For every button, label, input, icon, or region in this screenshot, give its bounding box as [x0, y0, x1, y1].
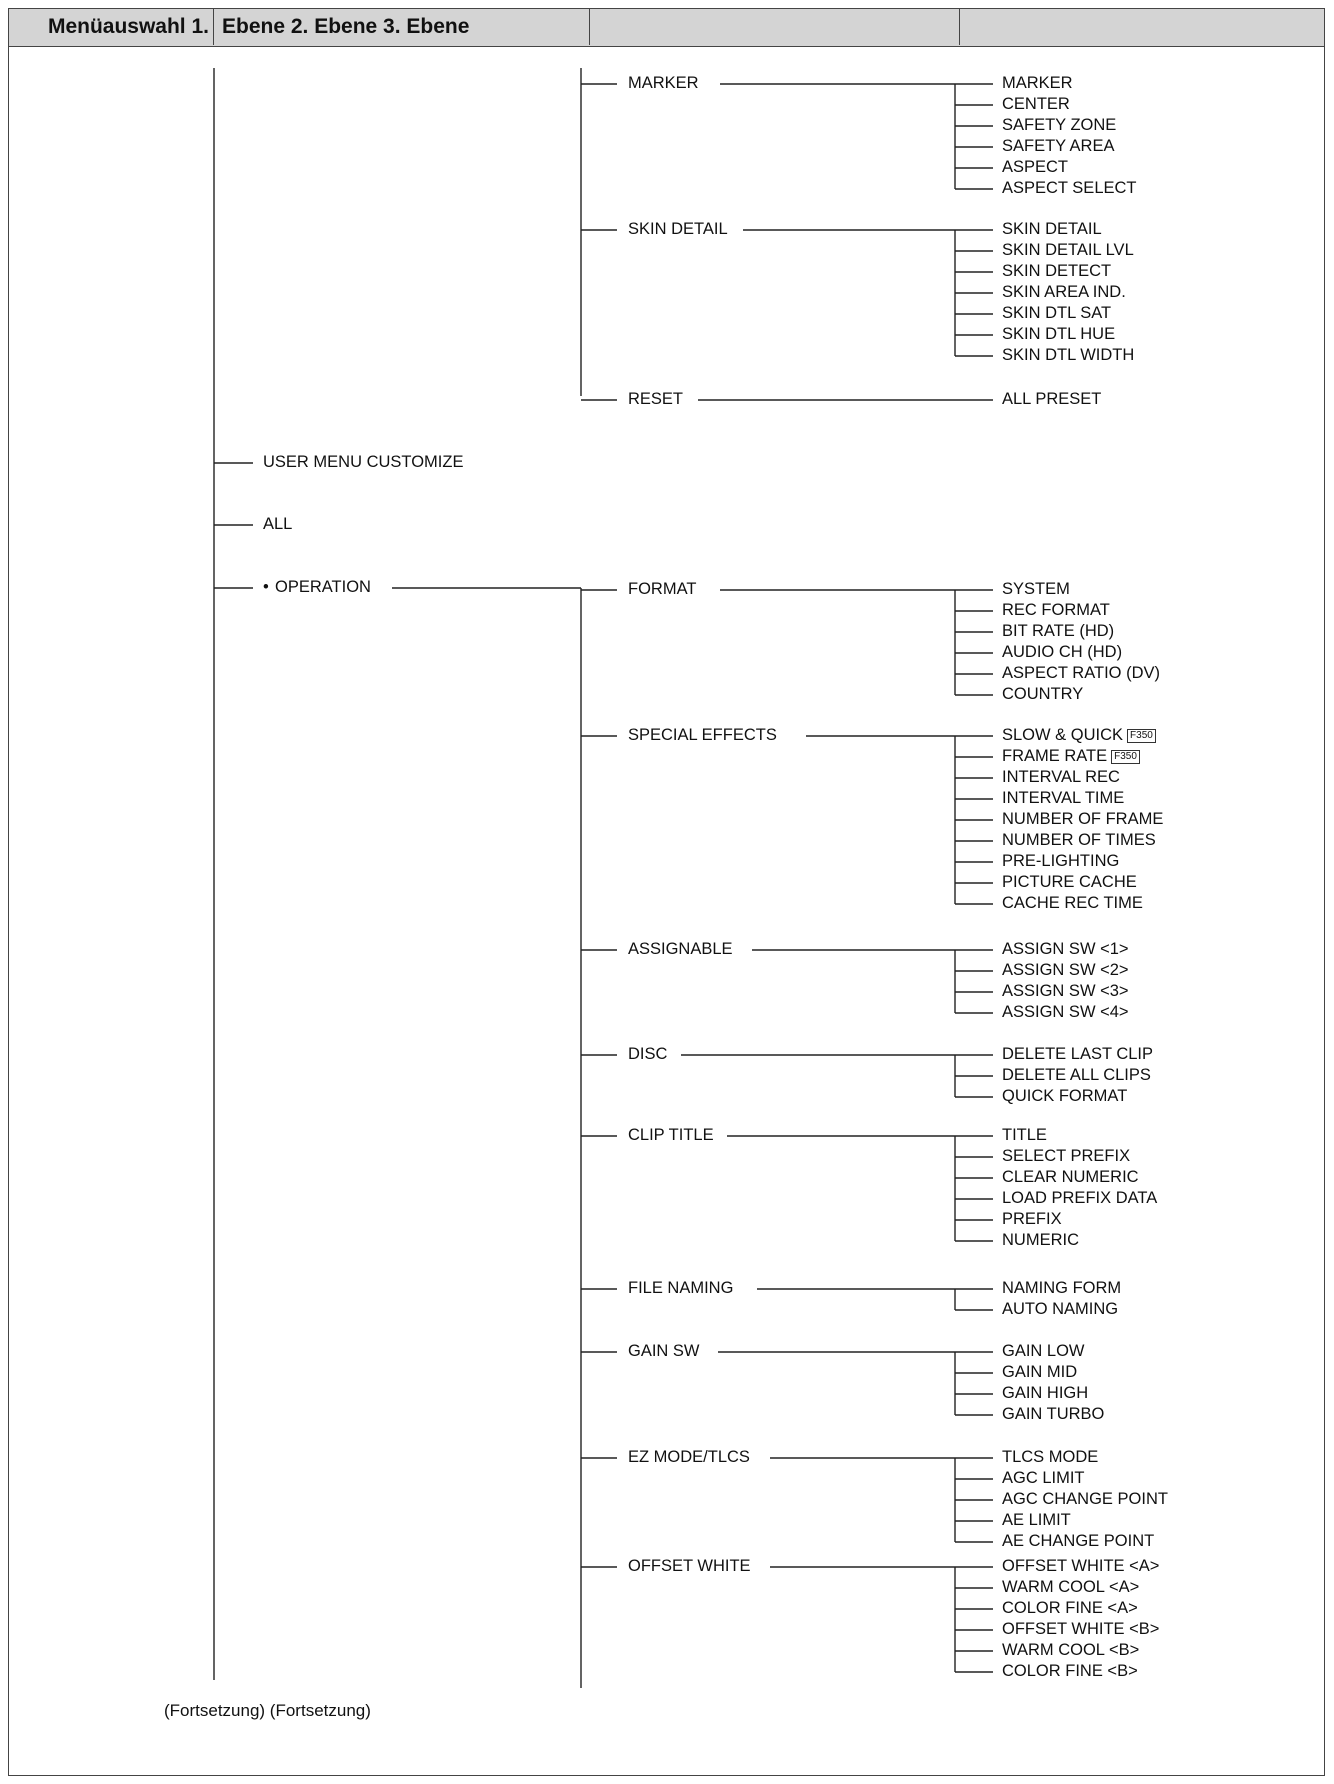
level3-item-frame-rate: FRAME RATE F350 [1002, 746, 1140, 767]
level1-item-all: ALL [263, 515, 293, 533]
level3-item-interval-time: INTERVAL TIME [1002, 789, 1125, 807]
level3-item-offset-white-b: OFFSET WHITE <B> [1002, 1620, 1160, 1638]
level3-item-system: SYSTEM [1002, 580, 1070, 598]
level3-item-tlcs-mode: TLCS MODE [1002, 1448, 1099, 1466]
level3-item-safety-area: SAFETY AREA [1002, 137, 1115, 155]
level2-item-disc: DISC [628, 1045, 668, 1063]
level3-item-ae-limit: AE LIMIT [1002, 1511, 1071, 1529]
level3-item-aspect-select: ASPECT SELECT [1002, 179, 1137, 197]
level3-item-skin-dtl-width: SKIN DTL WIDTH [1002, 346, 1135, 364]
level2-item-ez-mode-tlcs: EZ MODE/TLCS [628, 1448, 750, 1466]
level2-item-special-effects: SPECIAL EFFECTS [628, 726, 777, 744]
level3-item-gain-mid: GAIN MID [1002, 1363, 1078, 1381]
level2-item-clip-title: CLIP TITLE [628, 1126, 714, 1144]
level3-item-skin-detail: SKIN DETAIL [1002, 220, 1102, 238]
level3-item-assign-sw-4: ASSIGN SW <4> [1002, 1003, 1129, 1021]
level3-item-warm-cool-b: WARM COOL <B> [1002, 1641, 1140, 1659]
level3-item-prefix: PREFIX [1002, 1210, 1062, 1228]
level3-item-naming-form: NAMING FORM [1002, 1279, 1122, 1297]
level3-item-quick-format: QUICK FORMAT [1002, 1087, 1128, 1105]
level3-item-skin-dtl-sat: SKIN DTL SAT [1002, 304, 1112, 322]
level3-item-select-prefix: SELECT PREFIX [1002, 1147, 1131, 1165]
level3-item-interval-rec: INTERVAL REC [1002, 768, 1120, 786]
level3-item-skin-area-ind: SKIN AREA IND. [1002, 283, 1126, 301]
continuation-note: (Fortsetzung) (Fortsetzung) [164, 1701, 371, 1720]
model-badge: F350 [1127, 729, 1156, 743]
level3-item-gain-high: GAIN HIGH [1002, 1384, 1089, 1402]
level3-item-bit-rate-hd: BIT RATE (HD) [1002, 622, 1115, 640]
level3-item-color-fine-a: COLOR FINE <A> [1002, 1599, 1138, 1617]
level3-item-slow-quick: SLOW & QUICK F350 [1002, 725, 1156, 746]
level2-item-reset: RESET [628, 390, 684, 408]
bullet-icon: • [263, 578, 269, 596]
level3-item-audio-ch-hd: AUDIO CH (HD) [1002, 643, 1123, 661]
level3-item-all-preset: ALL PRESET [1002, 390, 1102, 408]
level2-item-assignable: ASSIGNABLE [628, 940, 733, 958]
level3-item-gain-low: GAIN LOW [1002, 1342, 1085, 1360]
level3-item-assign-sw-2: ASSIGN SW <2> [1002, 961, 1129, 979]
level3-item-assign-sw-3: ASSIGN SW <3> [1002, 982, 1129, 1000]
level3-item-country: COUNTRY [1002, 685, 1084, 703]
level3-item-number-of-times: NUMBER OF TIMES [1002, 831, 1156, 849]
level3-item-rec-format: REC FORMAT [1002, 601, 1110, 619]
level3-item-aspect: ASPECT [1002, 158, 1069, 176]
level3-item-offset-white-a: OFFSET WHITE <A> [1002, 1557, 1160, 1575]
level3-item-safety-zone: SAFETY ZONE [1002, 116, 1117, 134]
level3-item-aspect-ratio-dv: ASPECT RATIO (DV) [1002, 664, 1160, 682]
level2-item-gain-sw: GAIN SW [628, 1342, 700, 1360]
level3-item-skin-detect: SKIN DETECT [1002, 262, 1112, 280]
level3-item-agc-change-point: AGC CHANGE POINT [1002, 1490, 1168, 1508]
level3-item-ae-change-point: AE CHANGE POINT [1002, 1532, 1155, 1550]
level3-item-marker: MARKER [1002, 74, 1073, 92]
level3-item-gain-turbo: GAIN TURBO [1002, 1405, 1105, 1423]
level3-item-delete-all-clips: DELETE ALL CLIPS [1002, 1066, 1151, 1084]
level2-item-file-naming: FILE NAMING [628, 1279, 734, 1297]
level3-item-cache-rec-time: CACHE REC TIME [1002, 894, 1143, 912]
level3-item-title: TITLE [1002, 1126, 1047, 1144]
level3-item-load-prefix-data: LOAD PREFIX DATA [1002, 1189, 1158, 1207]
level2-item-skin-detail: SKIN DETAIL [628, 220, 728, 238]
level3-item-number-of-frame: NUMBER OF FRAME [1002, 810, 1164, 828]
level2-item-marker: MARKER [628, 74, 699, 92]
header-levels: Ebene 2. Ebene 3. Ebene [214, 9, 590, 45]
model-badge: F350 [1111, 750, 1140, 764]
level2-item-format: FORMAT [628, 580, 697, 598]
level3-item-clear-numeric: CLEAR NUMERIC [1002, 1168, 1139, 1186]
header-menu-selection: Menüauswahl 1. [9, 9, 214, 45]
level3-item-assign-sw-1: ASSIGN SW <1> [1002, 940, 1129, 958]
level3-item-numeric: NUMERIC [1002, 1231, 1079, 1249]
level2-item-offset-white: OFFSET WHITE [628, 1557, 751, 1575]
level3-item-auto-naming: AUTO NAMING [1002, 1300, 1119, 1318]
level3-item-color-fine-b: COLOR FINE <B> [1002, 1662, 1138, 1680]
level3-item-warm-cool-a: WARM COOL <A> [1002, 1578, 1140, 1596]
level3-item-picture-cache: PICTURE CACHE [1002, 873, 1137, 891]
level3-item-delete-last-clip: DELETE LAST CLIP [1002, 1045, 1154, 1063]
level1-item-operation: OPERATION [275, 578, 371, 596]
level3-item-agc-limit: AGC LIMIT [1002, 1469, 1085, 1487]
level3-item-skin-dtl-hue: SKIN DTL HUE [1002, 325, 1116, 343]
level3-item-center: CENTER [1002, 95, 1070, 113]
level3-item-pre-lighting: PRE-LIGHTING [1002, 852, 1120, 870]
level1-item-user-menu-customize: USER MENU CUSTOMIZE [263, 453, 464, 471]
level3-item-skin-detail-lvl: SKIN DETAIL LVL [1002, 241, 1134, 259]
